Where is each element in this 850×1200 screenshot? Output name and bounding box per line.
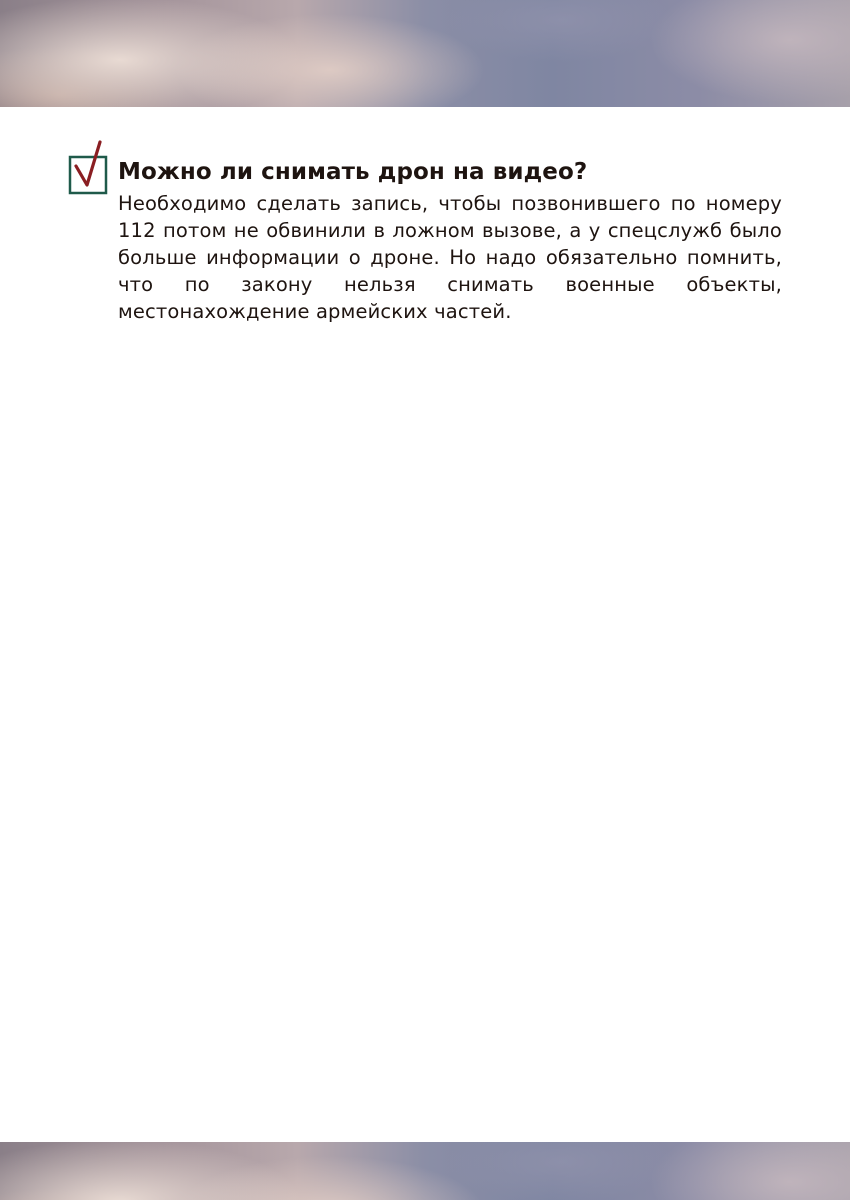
faq-item	[68, 140, 782, 325]
bottom-sky-banner	[0, 1142, 850, 1200]
top-sky-banner	[0, 0, 850, 107]
faq-answer: Необходимо сделать запись, чтобы позвонившего по номеру 112 потом не обвинили в ложном вызове, а у спецслужб было больше информации о дроне. Но надо обязательно помнить, что по закону нельзя снимать военные объекты, местонахождение армейских частей.	[118, 192, 782, 323]
checkbox-checked-icon	[68, 140, 110, 196]
faq-question: Можно ли снимать дрон на видео?	[118, 159, 588, 185]
